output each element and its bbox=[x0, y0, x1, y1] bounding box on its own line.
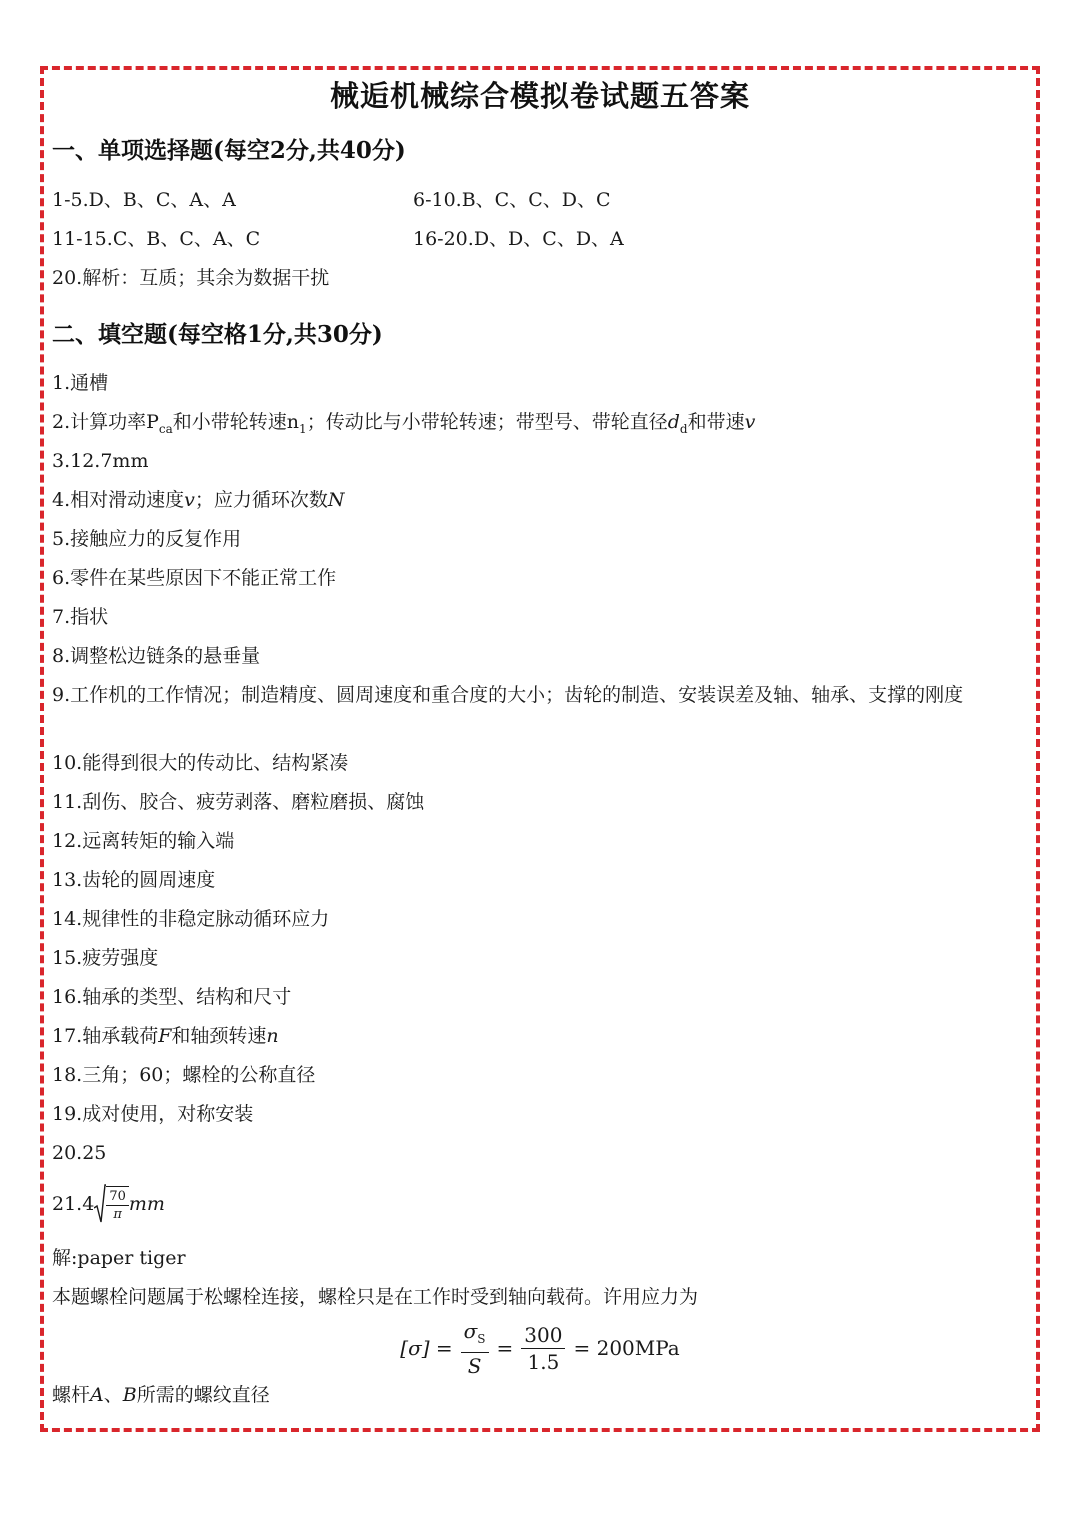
fill-answer-2-sub-ca: ca bbox=[158, 421, 173, 436]
sqrt-numerator: 70 bbox=[106, 1188, 129, 1206]
formula-fraction-1 bbox=[461, 1318, 489, 1379]
fill-answer-2-part3: ；传动比与小带轮转速；带型号、带轮直径 bbox=[306, 411, 668, 433]
fill-answer-8: 8.调整松边链条的悬垂量 bbox=[52, 645, 261, 667]
fill-answer-15: 15.疲劳强度 bbox=[52, 947, 159, 969]
sqrt-denominator: π bbox=[113, 1206, 122, 1222]
sigma-subscript: S bbox=[477, 1331, 486, 1346]
fill-answer-6: 6.零件在某些原因下不能正常工作 bbox=[52, 567, 337, 589]
choice-answers-11-15: 11-15.C、B、C、A、C bbox=[52, 228, 261, 250]
fill-answer-18: 18.三角；60；螺栓的公称直径 bbox=[52, 1064, 316, 1086]
last-line-part3: 所需的螺纹直径 bbox=[136, 1384, 270, 1406]
formula-lhs: [σ] = bbox=[400, 1336, 453, 1360]
fill-answer-11: 11.刮伤、胶合、疲劳剥落、磨粒磨损、腐蚀 bbox=[52, 791, 425, 813]
fill-answer-2 bbox=[52, 408, 755, 443]
choice-note: 20.解析：互质；其余为数据干扰 bbox=[52, 267, 330, 289]
fill-answer-4-N: N bbox=[327, 489, 345, 511]
sqrt-symbol-icon bbox=[94, 1184, 106, 1224]
fill-answer-21-prefix: 21. bbox=[52, 1193, 83, 1215]
sqrt-expression bbox=[94, 1184, 129, 1224]
fill-answer-2-part4: 和带速 bbox=[687, 411, 745, 433]
fill-answer-2-v: v bbox=[744, 411, 756, 433]
fill-answer-2-sub-d: d bbox=[679, 421, 688, 436]
fill-answer-21-coef: 4 bbox=[82, 1193, 95, 1215]
fill-answer-2-d: d bbox=[667, 411, 680, 433]
formula-f1-numerator bbox=[461, 1318, 489, 1353]
choice-answers-16-20: 16-20.D、D、C、D、A bbox=[413, 228, 624, 250]
fill-answer-9: 9.工作机的工作情况；制造精度、圆周速度和重合度的大小；齿轮的制造、安装误差及轴、轴承、支撑的刚度 bbox=[52, 684, 964, 706]
solution-label: 解:paper tiger bbox=[52, 1247, 186, 1269]
fill-answer-17-part2: 和轴颈转速 bbox=[171, 1025, 267, 1047]
fill-answer-4-part2: ；应力循环次数 bbox=[194, 489, 328, 511]
fill-answer-10: 10.能得到很大的传动比、结构紧凑 bbox=[52, 752, 349, 774]
fill-answer-17-F: F bbox=[158, 1025, 172, 1047]
solution-last-line bbox=[52, 1381, 270, 1409]
fill-answer-17 bbox=[52, 1022, 279, 1050]
stress-formula bbox=[0, 1318, 1080, 1378]
section1-heading: 一、单项选择题(每空2分,共40分) bbox=[52, 137, 406, 164]
fill-answer-21-unit: mm bbox=[128, 1193, 165, 1215]
fill-answer-21 bbox=[52, 1184, 165, 1224]
sqrt-fraction bbox=[106, 1186, 129, 1223]
choice-answers-1-5: 1-5.D、B、C、A、A bbox=[52, 189, 236, 211]
last-line-part1: 螺杆 bbox=[52, 1384, 91, 1406]
fill-answer-2-part1: 2.计算功率P bbox=[52, 411, 159, 433]
choice-answers-6-10: 6-10.B、C、C、D、C bbox=[413, 189, 611, 211]
last-line-B: B bbox=[122, 1384, 137, 1406]
fill-answer-17-part1: 17.轴承载荷 bbox=[52, 1025, 159, 1047]
fill-answer-7: 7.指状 bbox=[52, 606, 109, 628]
sigma-symbol: σ bbox=[463, 1318, 478, 1343]
formula-rhs: = 200MPa bbox=[573, 1336, 680, 1360]
last-line-part2: 、 bbox=[103, 1384, 123, 1406]
fill-answer-13: 13.齿轮的圆周速度 bbox=[52, 869, 216, 891]
fill-answer-14: 14.规律性的非稳定脉动循环应力 bbox=[52, 908, 330, 930]
fill-answer-4 bbox=[52, 486, 345, 514]
section2-heading: 二、填空题(每空格1分,共30分) bbox=[52, 321, 383, 348]
fill-answer-1: 1.通槽 bbox=[52, 372, 109, 394]
fill-answer-20: 20.25 bbox=[52, 1142, 107, 1164]
fill-answer-2-part2: 和小带轮转速n bbox=[172, 411, 300, 433]
fill-answer-19: 19.成对使用，对称安装 bbox=[52, 1103, 254, 1125]
formula-f1-denominator: S bbox=[467, 1353, 482, 1378]
fill-answer-17-n: n bbox=[266, 1025, 279, 1047]
page-title: 械逅机械综合模拟卷试题五答案 bbox=[329, 79, 750, 113]
formula-fraction-2 bbox=[521, 1322, 565, 1375]
fill-answer-4-part1: 4.相对滑动速度 bbox=[52, 489, 185, 511]
fill-answer-3: 3.12.7mm bbox=[52, 450, 149, 472]
solution-text: 本题螺栓问题属于松螺栓连接，螺栓只是在工作时受到轴向载荷。许用应力为 bbox=[52, 1286, 699, 1308]
fill-answer-16: 16.轴承的类型、结构和尺寸 bbox=[52, 986, 292, 1008]
fill-answer-2-sub-1: 1 bbox=[299, 421, 307, 436]
formula-f2-numerator: 300 bbox=[521, 1322, 565, 1349]
last-line-A: A bbox=[90, 1384, 104, 1406]
fill-answer-12: 12.远离转矩的输入端 bbox=[52, 830, 235, 852]
formula-f2-denominator: 1.5 bbox=[527, 1349, 560, 1374]
formula-equals: = bbox=[496, 1336, 514, 1360]
fill-answer-5: 5.接触应力的反复作用 bbox=[52, 528, 242, 550]
fill-answer-4-v: v bbox=[184, 489, 195, 511]
